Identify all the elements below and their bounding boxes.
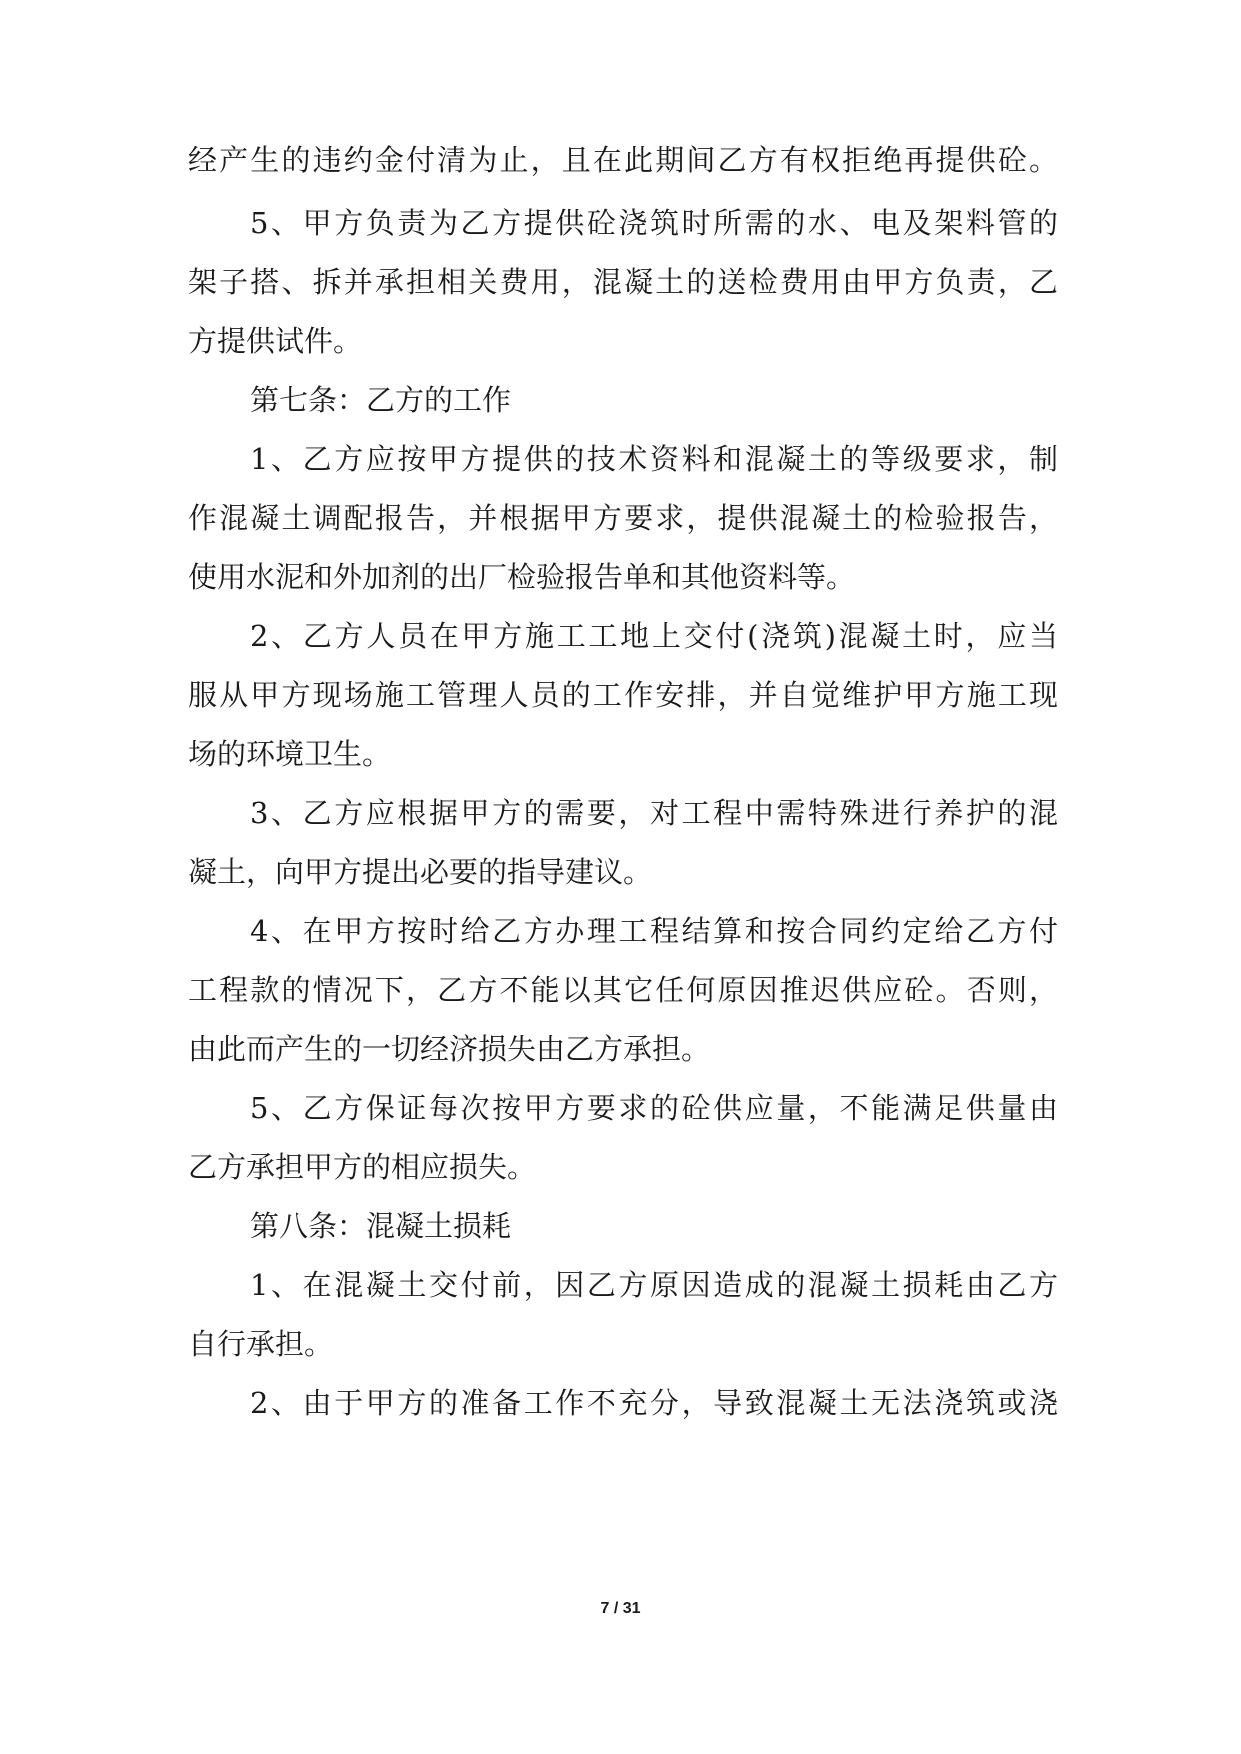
body-text-line: 方提供试件。 [188, 324, 363, 358]
body-text-line: 场的环境卫生。 [188, 737, 392, 771]
body-text-line: 工程款的情况下，乙方不能以其它任何原因推迟供应砼。否则， [188, 973, 1058, 1007]
clause-paragraph-line: 1、乙方应按甲方提供的技术资料和混凝土的等级要求，制 [250, 442, 1058, 476]
clause-paragraph-line: 3、乙方应根据甲方的需要，对工程中需特殊进行养护的混 [250, 796, 1058, 830]
body-text-line: 乙方承担甲方的相应损失。 [188, 1150, 537, 1184]
clause-paragraph-line: 5、甲方负责为乙方提供砼浇筑时所需的水、电及架料管的 [250, 206, 1058, 240]
article-heading: 第八条：混凝土损耗 [250, 1209, 512, 1243]
body-text-line: 作混凝土调配报告，并根据甲方要求，提供混凝土的检验报告， [188, 501, 1058, 535]
clause-paragraph-line: 2、乙方人员在甲方施工工地上交付(浇筑)混凝土时，应当 [250, 619, 1058, 653]
body-text-line: 架子搭、拆并承担相关费用，混凝土的送检费用由甲方负责，乙 [188, 265, 1058, 299]
body-text-line: 凝土，向甲方提出必要的指导建议。 [188, 855, 653, 889]
body-text-line: 服从甲方现场施工管理人员的工作安排，并自觉维护甲方施工现 [188, 678, 1058, 712]
body-text-line: 使用水泥和外加剂的出厂检验报告单和其他资料等。 [188, 560, 856, 594]
clause-paragraph-line: 4、在甲方按时给乙方办理工程结算和按合同约定给乙方付 [250, 914, 1058, 948]
page-number: 7 / 31 [600, 1600, 641, 1617]
body-text-line: 经产生的违约金付清为止，且在此期间乙方有权拒绝再提供砼。 [188, 143, 1058, 177]
clause-paragraph-line: 2、由于甲方的准备工作不充分，导致混凝土无法浇筑或浇 [250, 1386, 1058, 1420]
body-text-line: 由此而产生的一切经济损失由乙方承担。 [188, 1032, 711, 1066]
article-heading: 第七条：乙方的工作 [250, 383, 512, 417]
body-text-line: 自行承担。 [188, 1327, 334, 1361]
clause-paragraph-line: 1、在混凝土交付前，因乙方原因造成的混凝土损耗由乙方 [250, 1268, 1058, 1302]
clause-paragraph-line: 5、乙方保证每次按甲方要求的砼供应量，不能满足供量由 [250, 1091, 1058, 1125]
